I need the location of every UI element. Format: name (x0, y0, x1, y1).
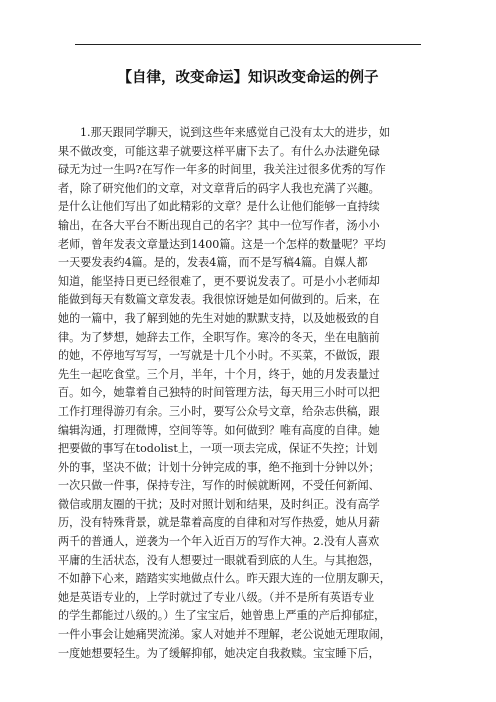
body-line: 一天要发表约4篇。是的，发表4篇，而不是写稿4篇。自媒人都 (58, 256, 368, 270)
body-line: 平庸的生活状态，没有人想要过一眼就看到底的人生。与其抱怨， (58, 553, 380, 567)
body-line: 的她，不停地写写写，一写就是十几个小时。不买菜，不做饭，跟 (58, 349, 380, 363)
body-line: 律。为了梦想，她辞去工作，全职写作。寒冷的冬天，坐在电脑前 (58, 330, 380, 344)
header-rule (75, 44, 421, 45)
body-line: 者，除了研究他们的文章，对文章背后的码字人我也充满了兴趣。 (58, 181, 380, 195)
body-line: 编辑沟通，打理微博，空间等等。如何做到？唯有高度的自律。她 (58, 423, 380, 437)
body-line: 知道，能坚持日更已经很难了，更不要说发表了。可是小小老师却 (58, 274, 380, 288)
body-line: 先生一起吃食堂。三个月，半年，十个月，终于，她的月发表量过 (58, 367, 380, 381)
body-line: 把要做的事写在todolist上，一项一项去完成，保证不失控；计划 (58, 442, 378, 456)
body-line: 微信或朋友圈的干扰；及时对照计划和结果，及时纠正。没有高学 (58, 497, 380, 511)
body-line: 她的一篇中，我了解到她的先生对她的默默支持，以及她极致的自 (58, 311, 380, 325)
body-line: 的学生都能过八级的。）生了宝宝后，她曾患上严重的产后抑郁症， (58, 609, 386, 623)
body-line: 她是英语专业的，上学时就过了专业八级。（并不是所有英语专业 (58, 590, 375, 604)
body-line: 一件小事会让她痛哭流涕。家人对她并不理解，老公说她无理取闹， (58, 628, 391, 642)
body-line: 果不做改变，可能这辈子就要这样平庸下去了。有什么办法避免碌 (58, 144, 380, 158)
body-line: 两千的普通人，逆袭为一个年入近百万的写作大神。2.没有人喜欢 (58, 535, 380, 549)
body-line: 不如静下心来，踏踏实实地做点什么。昨天跟大连的一位朋友聊天， (58, 572, 391, 586)
body-line: 老师，曾年发表文章量达到1400篇。这是一个怎样的数量呢？平均 (58, 237, 386, 251)
body-line: 输出，在各大平台不断出现自己的名字？其中一位写作者，汤小小 (58, 218, 380, 232)
body-line: 历，没有特殊背景，就是靠着高度的自律和对写作热爱，她从月薪 (58, 516, 380, 530)
body-line: 百。如今，她靠着自己独特的时间管理方法，每天用三小时可以把 (58, 386, 380, 400)
document-body (58, 124, 438, 663)
body-line: 是什么让他们写出了如此精彩的文章？是什么让他们能够一直持续 (58, 200, 380, 214)
body-line: 碌无为过一生吗?在写作一年多的时间里，我关注过很多优秀的写作 (58, 163, 386, 177)
body-line: 外的事，坚决不做；计划十分钟完成的事，绝不拖到十分钟以外； (58, 460, 380, 474)
document-title: 【自律，改变命运】知识改变命运的例子 (117, 70, 379, 86)
body-line: 工作打理得游刃有余。三小时，要写公众号文章，给杂志供稿，跟 (58, 404, 380, 418)
body-line: 一次只做一件事，保持专注，写作的时候就断网，不受任何新闻、 (58, 479, 380, 493)
body-line: 1.那天跟同学聊天，说到这些年来感觉自己没有太大的进步，如 (80, 126, 391, 139)
body-line: 一度她想要轻生。为了缓解抑郁，她决定自我救赎。宝宝睡下后， (58, 646, 380, 660)
body-line: 能做到每天有数篇文章发表。我很惊讶她是如何做到的。后来，在 (58, 293, 380, 307)
